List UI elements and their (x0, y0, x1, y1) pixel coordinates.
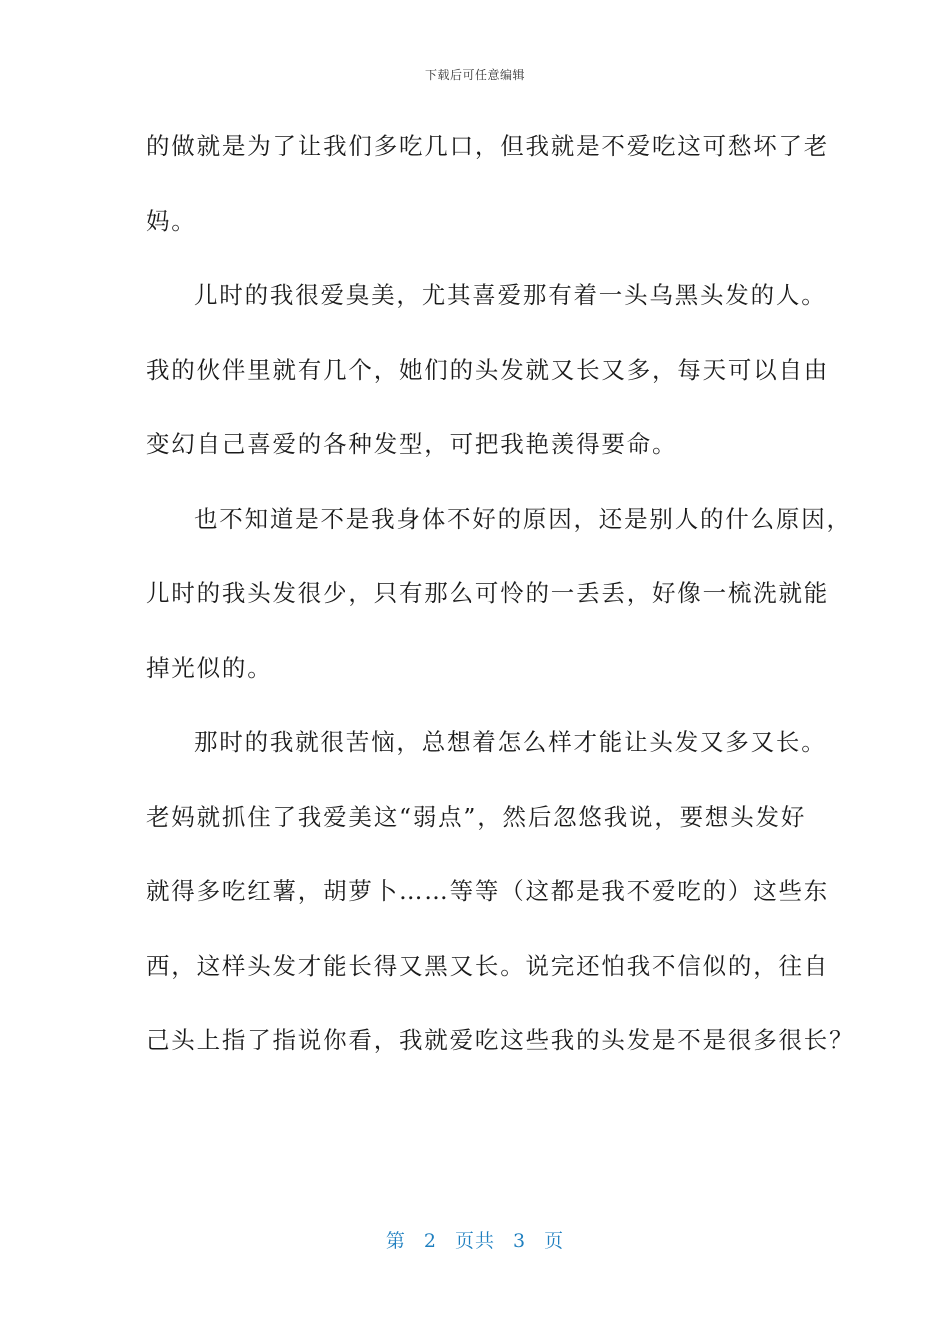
text-line-12: 西，这样头发才能长得又黑又长。说完还怕我不信似的，往自 (146, 951, 830, 980)
page-prefix: 第 (385, 1230, 406, 1252)
current-page-number: 2 (423, 1230, 437, 1252)
text-line-6: 也不知道是不是我身体不好的原因，还是别人的什么原因， (194, 504, 852, 533)
text-line-3: 儿时的我很爱臭美，尤其喜爱那有着一头乌黑头发的人。 (194, 281, 827, 309)
text-line-1: 的做就是为了让我们多吃几口，但我就是不爱吃这可愁坏了老 (146, 132, 830, 160)
page-header-note: 下载后可任意编辑 (424, 68, 525, 82)
text-line-4: 我的伙伴里就有几个，她们的头发就又长又多，每天可以自由 (146, 355, 830, 384)
text-line-10: 老妈就抓住了我爱美这“弱点”，然后忽悠我说，要想头发好 (146, 802, 807, 831)
text-line-7: 儿时的我头发很少，只有那么可怜的一丢丢，好像一梳洗就能 (146, 579, 830, 607)
text-line-5: 变幻自己喜爱的各种发型，可把我艳羡得要命。 (146, 430, 678, 458)
text-line-9: 那时的我就很苦恼，总想着怎么样才能让头发又多又长。 (194, 728, 827, 756)
text-line-11: 就得多吃红薯，胡萝卜……等等（这都是我不爱吃的）这些东 (146, 877, 830, 905)
page-suffix: 页 (544, 1230, 565, 1252)
text-line-13: 己头上指了指说你看，我就爱吃这些我的头发是不是很多很长？ (146, 1026, 855, 1054)
text-line-2: 妈。 (146, 206, 197, 235)
text-line-8: 掉光似的。 (146, 653, 273, 682)
page-middle-text: 页共 (454, 1230, 495, 1252)
page-footer (0, 1226, 950, 1253)
document-body (146, 118, 855, 1087)
total-pages-number: 3 (513, 1230, 527, 1252)
